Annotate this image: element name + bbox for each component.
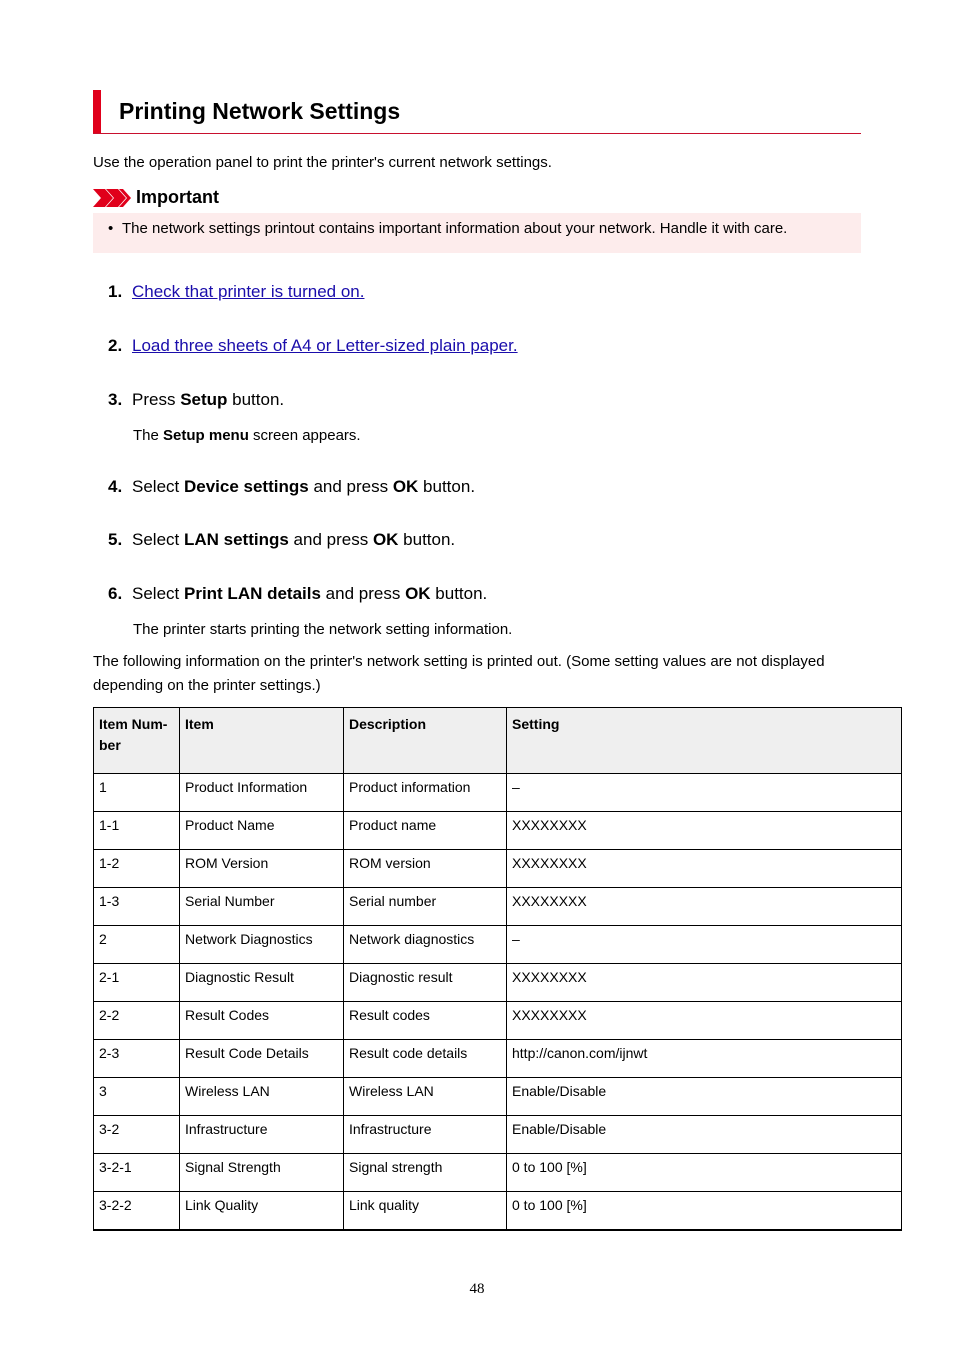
table-row [94, 888, 902, 926]
cell-item-number: 2-2 [94, 1002, 180, 1040]
col-header-item: Item [180, 708, 344, 774]
table-row [94, 774, 902, 812]
page-title: Printing Network Settings [119, 98, 401, 124]
cell-setting: XXXXXXXX [507, 1002, 902, 1040]
table-row [94, 1040, 902, 1078]
step-text: Select [132, 530, 184, 549]
step-bold-text: OK [405, 584, 431, 603]
table-row [94, 964, 902, 1002]
check-printer-on-link[interactable]: Check that printer is turned on. [132, 282, 365, 301]
cell-item: Product Name [180, 812, 344, 850]
cell-item: Diagnostic Result [180, 964, 344, 1002]
step-2 [108, 336, 518, 356]
table-header-row [94, 708, 902, 774]
step-3-result [133, 427, 361, 444]
cell-description: Product name [344, 812, 507, 850]
cell-description: Diagnostic result [344, 964, 507, 1002]
step-number: 2. [108, 336, 123, 355]
cell-description: Result code details [344, 1040, 507, 1078]
step-bold-text: OK [372, 530, 399, 549]
table-row [94, 812, 902, 850]
cell-description: Wireless LAN [344, 1078, 507, 1116]
cell-description: Result codes [344, 1002, 507, 1040]
step-4 [108, 477, 475, 497]
col-header-description: Description [344, 708, 507, 774]
important-bullet [108, 220, 787, 237]
cell-setting: XXXXXXXX [507, 812, 902, 850]
cell-item: Product Information [180, 774, 344, 812]
table-row [94, 1002, 902, 1040]
cell-item-number: 1-3 [94, 888, 180, 926]
result-text: The [133, 427, 164, 444]
step-text: Press [132, 390, 181, 409]
table-row [94, 1192, 902, 1230]
step-bold-text: LAN settings [183, 530, 289, 549]
cell-description: Product information [344, 774, 507, 812]
step-number: 6. [108, 584, 123, 603]
page-number: 48 [469, 1281, 485, 1297]
cell-item-number: 2-1 [94, 964, 180, 1002]
cell-item-number: 1 [94, 774, 180, 812]
important-note-box [93, 213, 861, 253]
load-paper-link[interactable]: Load three sheets of A4 or Letter-sized plain paper. [132, 336, 518, 355]
cell-item: Infrastructure [180, 1116, 344, 1154]
cell-item-number: 2-3 [94, 1040, 180, 1078]
cell-setting: http://canon.com/ijnwt [507, 1040, 902, 1078]
section-heading [93, 90, 861, 134]
step-text: Select [132, 477, 184, 496]
cell-description: Signal strength [344, 1154, 507, 1192]
table-row [94, 926, 902, 964]
cell-item: Result Code Details [180, 1040, 344, 1078]
cell-description: Infrastructure [344, 1116, 507, 1154]
following-info-text: The following information on the printer's network setting is printed out. (Some setting values are not displayed depending on the printer settings.) [93, 653, 825, 694]
step-text: Select [132, 584, 184, 603]
chevron-arrows-icon [93, 189, 131, 207]
step-text: button. [418, 477, 476, 496]
result-text: screen appears. [248, 427, 361, 444]
table-row [94, 1078, 902, 1116]
important-label: Important [136, 187, 219, 207]
cell-item-number: 3 [94, 1078, 180, 1116]
cell-setting: XXXXXXXX [507, 850, 902, 888]
cell-item-number: 1-1 [94, 812, 180, 850]
cell-item: Network Diagnostics [180, 926, 344, 964]
network-settings-table [93, 707, 902, 1231]
table-row [94, 1116, 902, 1154]
step-text: button. [398, 530, 456, 549]
step-bold-text: Setup [180, 390, 228, 409]
cell-setting: Enable/Disable [507, 1116, 902, 1154]
col-header-setting: Setting [507, 708, 902, 774]
bullet-dot: • [108, 220, 114, 237]
step-text: button. [430, 584, 488, 603]
col-header-item-number: Item Num-ber [94, 708, 180, 774]
cell-item: ROM Version [180, 850, 344, 888]
important-bullet-text: The network settings printout contains important information about your network. Handle it with care. [122, 220, 788, 237]
cell-item: Serial Number [180, 888, 344, 926]
cell-setting: – [507, 926, 902, 964]
cell-description: Link quality [344, 1192, 507, 1230]
cell-item: Result Codes [180, 1002, 344, 1040]
step-3 [108, 390, 284, 410]
table-row [94, 850, 902, 888]
step-bold-text: Print LAN details [183, 584, 321, 603]
step-1 [108, 282, 364, 302]
step-text: and press [320, 584, 406, 603]
step-bold-text: Device settings [183, 477, 309, 496]
cell-setting: 0 to 100 [%] [507, 1192, 902, 1230]
step-number: 1. [108, 282, 123, 301]
intro-text: Use the operation panel to print the printer's current network settings. [93, 154, 552, 171]
table-row [94, 1154, 902, 1192]
cell-item-number: 2 [94, 926, 180, 964]
cell-setting: XXXXXXXX [507, 964, 902, 1002]
cell-item-number: 1-2 [94, 850, 180, 888]
step-5 [108, 530, 455, 550]
step-6-result: The printer starts printing the network setting information. [133, 621, 513, 638]
cell-description: Network diagnostics [344, 926, 507, 964]
step-6 [108, 584, 487, 604]
step-bold-text: OK [392, 477, 419, 496]
step-number: 5. [108, 530, 123, 549]
heading-accent-bar [93, 90, 101, 133]
step-text: and press [308, 477, 393, 496]
step-text: button. [227, 390, 285, 409]
cell-setting: 0 to 100 [%] [507, 1154, 902, 1192]
cell-setting: – [507, 774, 902, 812]
cell-item-number: 3-2 [94, 1116, 180, 1154]
cell-item: Signal Strength [180, 1154, 344, 1192]
step-number: 4. [108, 477, 123, 496]
step-number: 3. [108, 390, 123, 409]
cell-setting: XXXXXXXX [507, 888, 902, 926]
cell-item: Link Quality [180, 1192, 344, 1230]
cell-item-number: 3-2-2 [94, 1192, 180, 1230]
cell-description: ROM version [344, 850, 507, 888]
cell-item-number: 3-2-1 [94, 1154, 180, 1192]
cell-description: Serial number [344, 888, 507, 926]
step-text: and press [288, 530, 373, 549]
result-bold-text: Setup menu [163, 427, 249, 444]
cell-item: Wireless LAN [180, 1078, 344, 1116]
cell-setting: Enable/Disable [507, 1078, 902, 1116]
